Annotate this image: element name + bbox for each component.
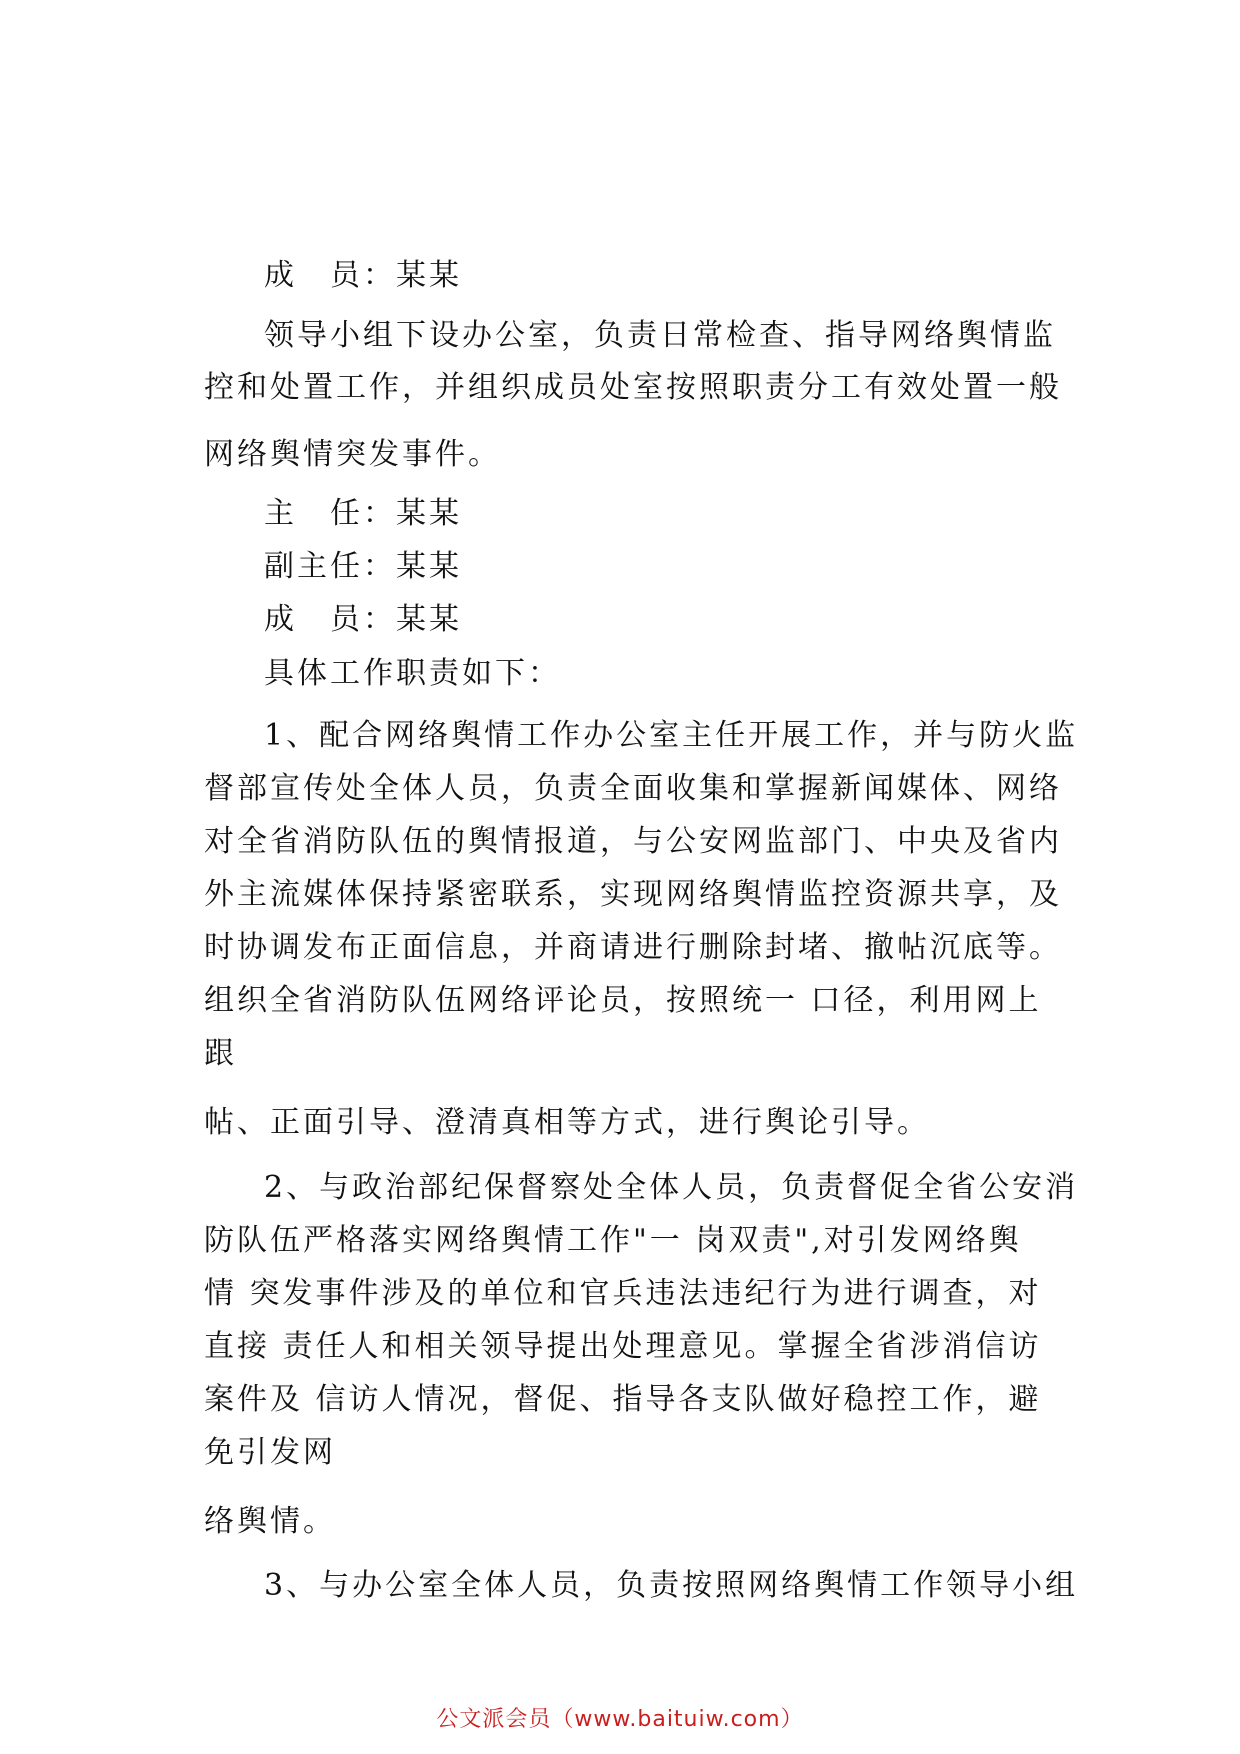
paragraph-line: 情 突发事件涉及的单位和官兵违法违纪行为进行调查，对	[204, 1276, 1042, 1311]
paragraph-line: 网络舆情突发事件。	[204, 437, 501, 472]
paragraph-line: 2、与政治部纪保督察处全体人员，负责督促全省公安消	[264, 1170, 1079, 1205]
director-line: 主 任：某某	[264, 496, 462, 531]
paragraph-line: 督部宣传处全体人员，负责全面收集和掌握新闻媒体、网络	[204, 771, 1062, 806]
paragraph-line: 络舆情。	[204, 1504, 336, 1539]
member-line: 成 员：某某	[264, 258, 462, 293]
paragraph-line: 3、与办公室全体人员，负责按照网络舆情工作领导小组	[264, 1568, 1079, 1603]
paragraph-line: 跟	[204, 1036, 237, 1071]
paragraph-line: 免引发网	[204, 1435, 336, 1470]
paragraph-line: 案件及 信访人情况，督促、指导各支队做好稳控工作，避	[204, 1382, 1042, 1417]
paragraph-line: 1、配合网络舆情工作办公室主任开展工作，并与防火监	[264, 718, 1079, 753]
footer-watermark: 公文派会员（www.baituiw.com）	[436, 1707, 804, 1732]
paragraph-line: 时协调发布正面信息，并商请进行删除封堵、撤帖沉底等。	[204, 930, 1062, 965]
paragraph-line: 对全省消防队伍的舆情报道，与公安网监部门、中央及省内	[204, 824, 1062, 859]
paragraph-line: 控和处置工作，并组织成员处室按照职责分工有效处置一般	[204, 370, 1062, 405]
deputy-director-line: 副主任：某某	[264, 549, 462, 584]
paragraph-line: 防队伍严格落实网络舆情工作"一 岗双责",对引发网络舆	[204, 1223, 1022, 1258]
paragraph-line: 组织全省消防队伍网络评论员，按照统一 口径，利用网上	[204, 983, 1042, 1018]
paragraph-line: 领导小组下设办公室，负责日常检查、指导网络舆情监	[264, 318, 1056, 353]
paragraph-line: 直接 责任人和相关领导提出处理意见。掌握全省涉消信访	[204, 1329, 1042, 1364]
paragraph-line: 外主流媒体保持紧密联系，实现网络舆情监控资源共享，及	[204, 877, 1062, 912]
duties-heading: 具体工作职责如下：	[264, 656, 561, 691]
paragraph-line: 帖、正面引导、澄清真相等方式，进行舆论引导。	[204, 1105, 930, 1140]
member-line: 成 员：某某	[264, 602, 462, 637]
